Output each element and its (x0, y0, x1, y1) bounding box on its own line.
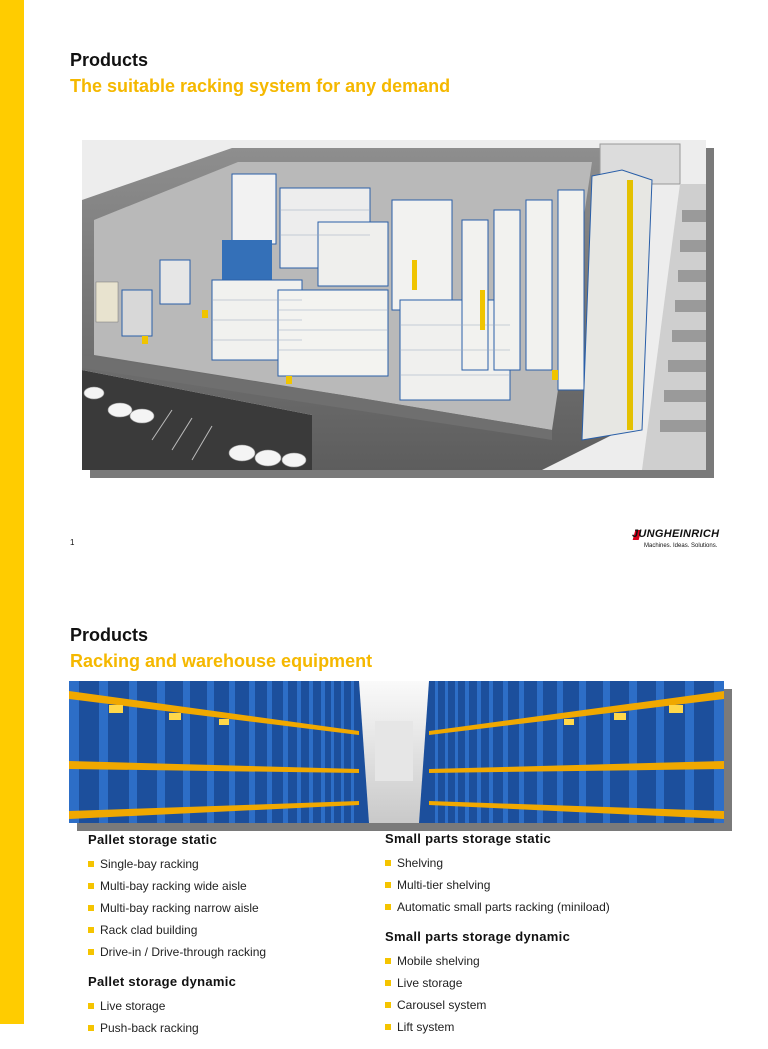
racking-illustration (69, 681, 724, 823)
bullet-icon (385, 882, 391, 888)
logo-wordmark: JUNGHEINRICH (632, 528, 720, 540)
bullet-icon (88, 927, 94, 933)
list-item: Lift system (385, 1016, 705, 1038)
warehouse-image (82, 140, 706, 470)
list-item: Shelving (385, 852, 705, 874)
bullet-icon (385, 904, 391, 910)
bullet-icon (88, 905, 94, 911)
list-item: Multi-bay racking narrow aisle (88, 897, 408, 919)
list-small-parts-dynamic (385, 950, 705, 1038)
list-item: Single-bay racking (88, 853, 408, 875)
list-pallet-static (88, 853, 408, 963)
list-item: Rack clad building (88, 919, 408, 941)
bullet-icon (385, 1002, 391, 1008)
list-item: Carousel system (385, 994, 705, 1016)
group-title-pallet-static: Pallet storage static (88, 832, 218, 847)
list-item: Mobile shelving (385, 950, 705, 972)
page-number: 1 (70, 538, 75, 547)
logo-tagline: Machines. Ideas. Solutions. (644, 543, 718, 549)
jungheinrich-logo (632, 528, 744, 554)
list-small-parts-static (385, 852, 705, 918)
bullet-icon (88, 861, 94, 867)
bullet-icon (88, 949, 94, 955)
slide-2-subtitle: Racking and warehouse equipment (70, 651, 373, 671)
list-item: Multi-tier shelving (385, 874, 705, 896)
left-list-column (88, 831, 408, 1049)
group-title-pallet-dynamic: Pallet storage dynamic (88, 974, 237, 989)
list-item: Live storage (385, 972, 705, 994)
warehouse-illustration (82, 140, 706, 470)
group-title-small-parts-dynamic: Small parts storage dynamic (385, 929, 571, 944)
bullet-icon (385, 860, 391, 866)
slide-1-subtitle: The suitable racking system for any demand (70, 76, 451, 96)
bullet-icon (385, 980, 391, 986)
list-item: Live storage (88, 995, 408, 1017)
list-item: Drive-in / Drive-through racking (88, 941, 408, 963)
bullet-icon (88, 1003, 94, 1009)
slide-1-title: Products (70, 50, 149, 70)
bullet-icon (88, 1025, 94, 1031)
side-accent-bar (0, 0, 24, 1024)
group-title-small-parts-static: Small parts storage static (385, 831, 552, 846)
bullet-icon (385, 958, 391, 964)
list-pallet-dynamic (88, 995, 408, 1039)
bullet-icon (385, 1024, 391, 1030)
slide-2-title: Products (70, 625, 149, 645)
bullet-icon (88, 883, 94, 889)
right-list-column (385, 830, 705, 1048)
list-item: Automatic small parts racking (miniload) (385, 896, 705, 918)
racking-image (69, 681, 724, 823)
list-item: Multi-bay racking wide aisle (88, 875, 408, 897)
list-item: Push-back racking (88, 1017, 408, 1039)
